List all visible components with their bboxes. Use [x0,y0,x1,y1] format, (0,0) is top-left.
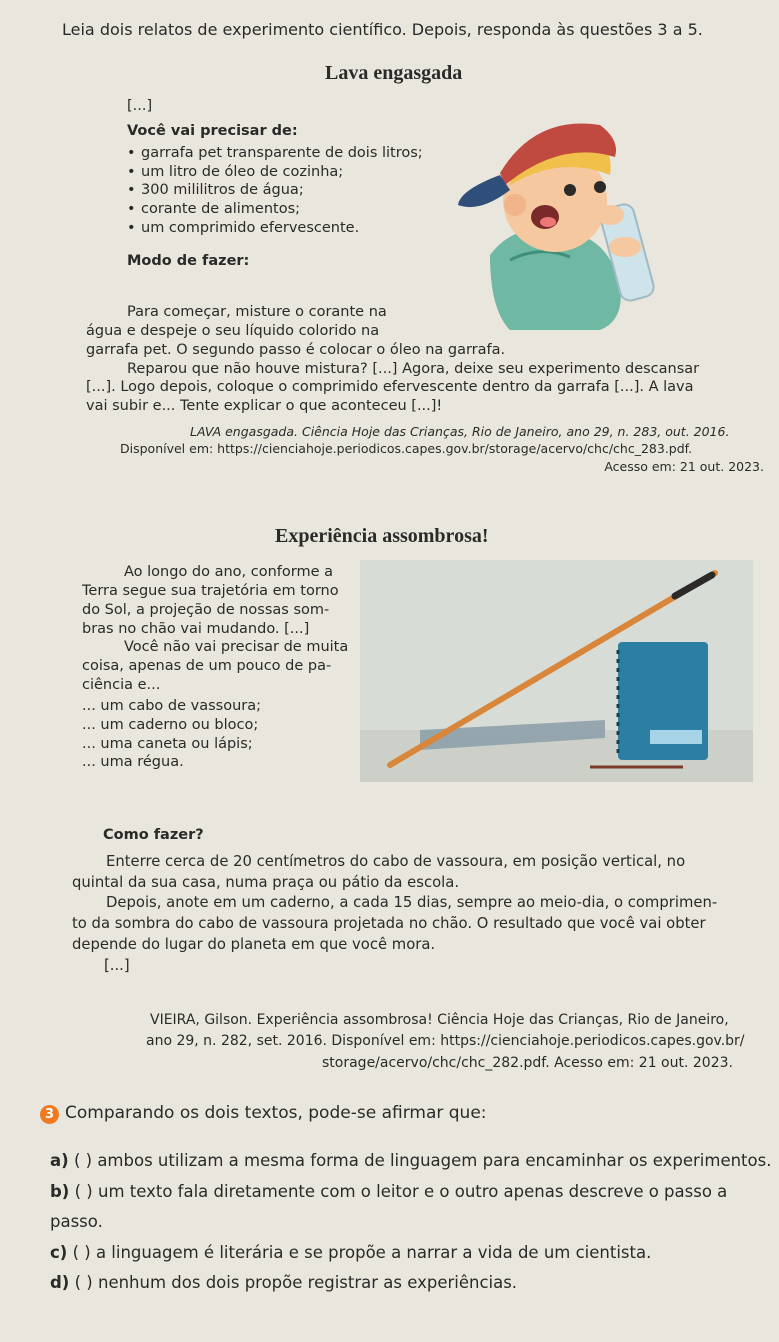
body-line: quintal da sua casa, numa praça ou pátio da escola. [72,873,460,891]
list-item: • 300 mililitros de água; [127,181,427,200]
option-d[interactable]: d) ( ) nenhum dos dois propõe registrar as experiências. [50,1273,518,1293]
text1-ellipsis: [...] [127,98,153,114]
body-line: do Sol, a projeção de nossas som- [82,601,330,618]
list-item: ... um caderno ou bloco; [82,716,259,733]
list-item: • um litro de óleo de cozinha; [127,163,427,182]
body-line: água e despeje o seu líquido colorido na [86,322,380,339]
list-item: • um comprimido efervescente. [127,219,427,238]
text2-intro [82,563,357,772]
citation-line: Acesso em: 21 out. 2023. [604,458,764,474]
body-line: Reparou que não houve mistura? [...] Agora, deixe seu experimento descansar [127,360,700,377]
body-line: Depois, anote em um caderno, a cada 15 dias, sempre ao meio-dia, o comprimen- [106,894,718,912]
text1-citation [120,423,770,475]
text2-citation [146,1010,745,1074]
instruction: Leia dois relatos de experimento científico. Depois, responda às questões 3 a 5. [62,20,703,39]
body-line: Você não vai precisar de muita [124,639,349,656]
option-checkbox[interactable]: ( ) [74,1273,93,1293]
boy-with-bottle-illustration [450,95,675,330]
text1-intro [127,97,427,271]
list-item: ... um cabo de vassoura; [82,697,262,714]
body-line: Enterre cerca de 20 centímetros do cabo de vassoura, em posição vertical, no [106,853,686,870]
text1-need-heading: Você vai precisar de: [127,122,298,139]
body-line: coisa, apenas de um pouco de pa- [82,658,332,675]
citation-line: LAVA engasgada. Ciência Hoje das Crianças, Rio de Janeiro, ano 29, n. 283, out. 2016. [190,424,730,439]
list-item: • garrafa pet transparente de dois litros; [127,144,427,163]
question-text: Comparando os dois textos, pode-se afirmar que: [65,1103,487,1123]
answer-options [50,1146,779,1299]
option-b[interactable]: b) ( ) um texto fala diretamente com o leitor e o outro apenas descreve o passo a passo. [50,1181,728,1232]
text2-how-heading: Como fazer? [103,827,204,843]
body-line: [...]. Logo depois, coloque o comprimido efervescente dentro da garrafa [...]. A lava [86,379,694,396]
body-line: garrafa pet. O segundo passo é colocar o óleo na garrafa. [86,341,506,358]
text1-how-heading: Modo de fazer: [127,252,250,269]
body-line: bras no chão vai mudando. [...] [82,620,310,637]
list-item: • corante de alimentos; [127,200,427,219]
option-a[interactable]: a) ( ) ambos utilizam a mesma forma de linguagem para encaminhar os experimentos. [50,1151,772,1170]
list-item: ... uma caneta ou lápis; [82,735,253,752]
body-line: [...] [104,956,130,974]
citation-line: VIEIRA, Gilson. Experiência assombrosa! Ciência Hoje das Crianças, Rio de Janeiro, [150,1012,729,1028]
body-line: Terra segue sua trajetória em torno [82,582,339,599]
citation-line: ano 29, n. 282, set. 2016. Disponível em: https://cienciahoje.periodicos.capes.gov.br/ [146,1033,745,1050]
option-checkbox[interactable]: ( ) [73,1151,93,1170]
option-c[interactable]: c) ( ) a linguagem é literária e se propõe a narrar a vida de um cientista. [50,1242,652,1262]
question-number-badge: 3 [40,1105,59,1124]
body-line: depende do lugar do planeta em que você mora. [72,935,436,953]
text2-body [72,852,717,976]
option-checkbox[interactable]: ( ) [72,1242,91,1262]
body-line: Para começar, misture o corante na [127,304,387,320]
body-line: Ao longo do ano, conforme a [124,564,334,580]
citation-line: storage/acervo/chc/chc_282.pdf. Acesso em: 21 out. 2023. [322,1054,733,1071]
body-line: to da sombra do cabo de vassoura projetada no chão. O resultado que você vai obter [72,915,706,933]
text1-title: Lava engasgada [325,62,463,84]
body-line: vai subir e... Tente explicar o que aconteceu [...]! [86,398,443,415]
text2-title: Experiência assombrosa! [275,525,489,547]
option-checkbox[interactable]: ( ) [74,1181,93,1201]
citation-line: Disponível em: https://cienciahoje.periodicos.capes.gov.br/storage/acervo/chc/chc_283.pdf. [120,441,693,457]
materials-illustration [360,560,753,782]
list-item: ... uma régua. [82,754,184,771]
body-line: ciência e... [82,677,161,694]
question-3 [40,1103,487,1124]
